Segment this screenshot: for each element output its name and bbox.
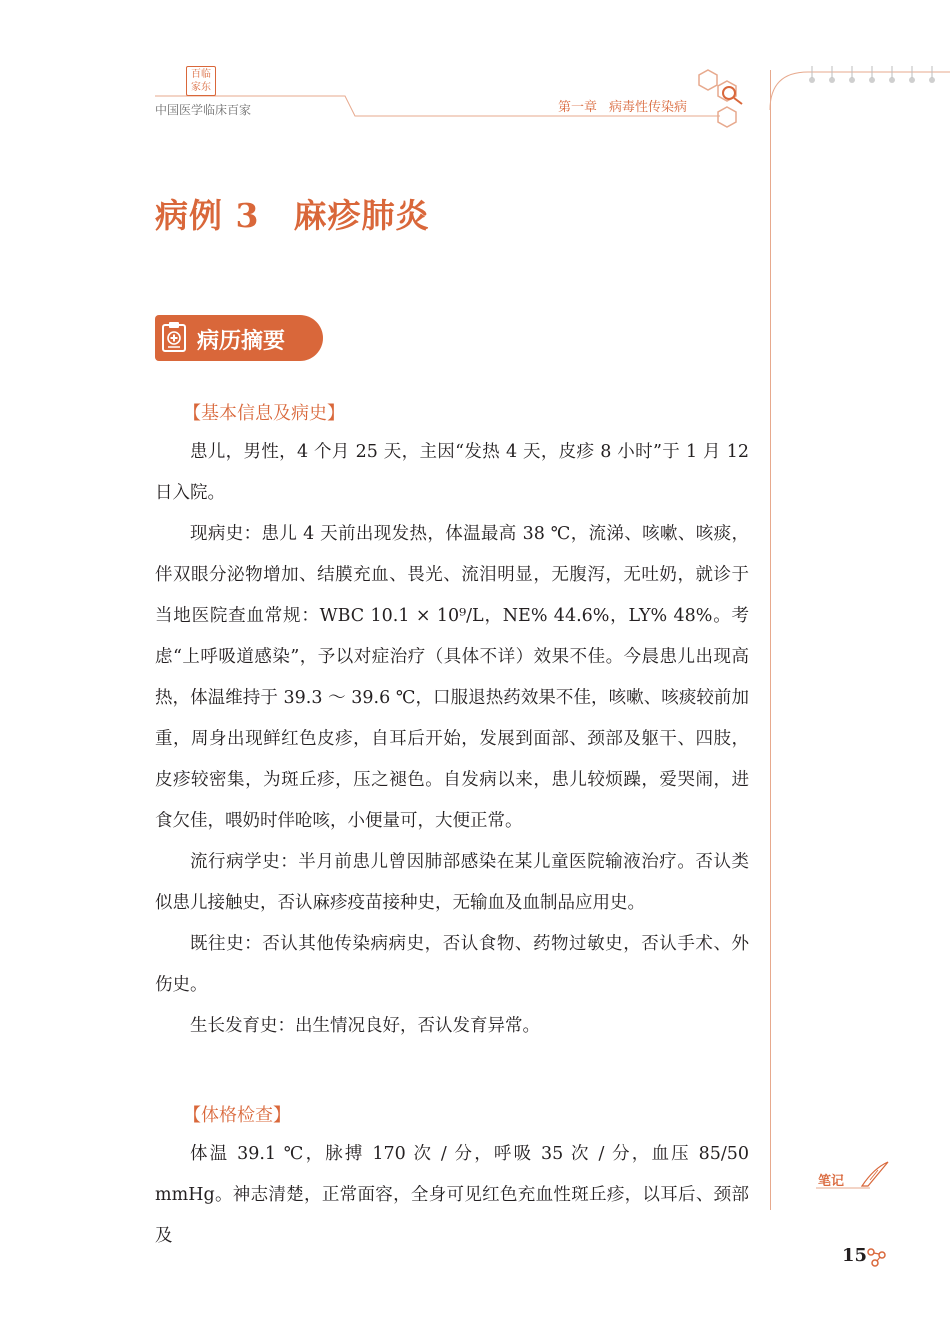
page-number: 15	[842, 1245, 868, 1266]
magnifier-icon	[723, 87, 735, 99]
chapter-heading	[558, 96, 687, 115]
notes-label: 笔记	[818, 1174, 845, 1189]
case-title	[155, 190, 429, 237]
case-name: 麻疹肺炎	[293, 196, 430, 235]
body-text-block	[155, 432, 749, 1047]
header-decoration	[0, 0, 950, 140]
series-title: 中国医学临床百家	[155, 103, 252, 117]
section-banner	[155, 315, 323, 361]
section-heading-physical-exam: 【体格检查】	[183, 1105, 291, 1126]
exam-text-block	[155, 1134, 749, 1257]
section-heading-basic-info: 【基本信息及病史】	[183, 403, 345, 424]
case-number: 病例 3	[155, 196, 260, 235]
paragraph-growth-history: 生长发育史：出生情况良好，否认发育异常。	[190, 1016, 540, 1036]
publisher-logo: 百临家东	[186, 66, 216, 96]
paragraph-epidemiology: 流行病学史：半月前患儿曾因肺部感染在某儿童医院输液治疗。否认类似患儿接触史，否认麻疹疫苗接种史，无输血及血制品应用史。	[155, 852, 749, 913]
paragraph-past-history: 既往史：否认其他传染病病史，否认食物、药物过敏史，否认手术、外伤史。	[155, 934, 749, 995]
clipboard-icon	[161, 321, 187, 353]
chapter-label: 第一章	[558, 100, 598, 115]
banner-label: 病历摘要	[197, 329, 286, 354]
molecule-icon	[866, 1246, 888, 1268]
paragraph-patient-info: 患儿，男性，4 个月 25 天，主因“发热 4 天，皮疹 8 小时”于 1 月 12 日入院。	[155, 442, 749, 503]
paragraph-physical-exam: 体温 39.1 ℃，脉搏 170 次 / 分，呼吸 35 次 / 分，血压 85/50 mmHg。神志清楚，正常面容，全身可见红色充血性斑丘疹，以耳后、颈部及	[155, 1144, 749, 1246]
chapter-title: 病毒性传染病	[609, 100, 688, 115]
notes-column-rule	[770, 70, 771, 1210]
paragraph-present-illness: 现病史：患儿 4 天前出现发热，体温最高 38 ℃，流涕、咳嗽、咳痰，伴双眼分泌物增加、结膜充血、畏光、流泪明显，无腹泻，无吐奶，就诊于当地医院查血常规：WBC 10.1 × 10⁹/L，NE% 44.6%，LY% 48%。考虑“上呼吸道感染”，予以对症治疗（具体不详）效果不佳。今晨患儿出现高热，体温维持于 39.3 ～ 39.6 ℃，口服退热药效果不佳，咳嗽、咳痰较前加重，周身出现鲜红色皮疹，自耳后开始，发展到面部、颈部及躯干、四肢，皮疹较密集，为斑丘疹，压之褪色。自发病以来，患儿较烦躁，爱哭闹，进食欠佳，喂奶时伴呛咳，小便量可，大便正常。	[155, 524, 749, 831]
